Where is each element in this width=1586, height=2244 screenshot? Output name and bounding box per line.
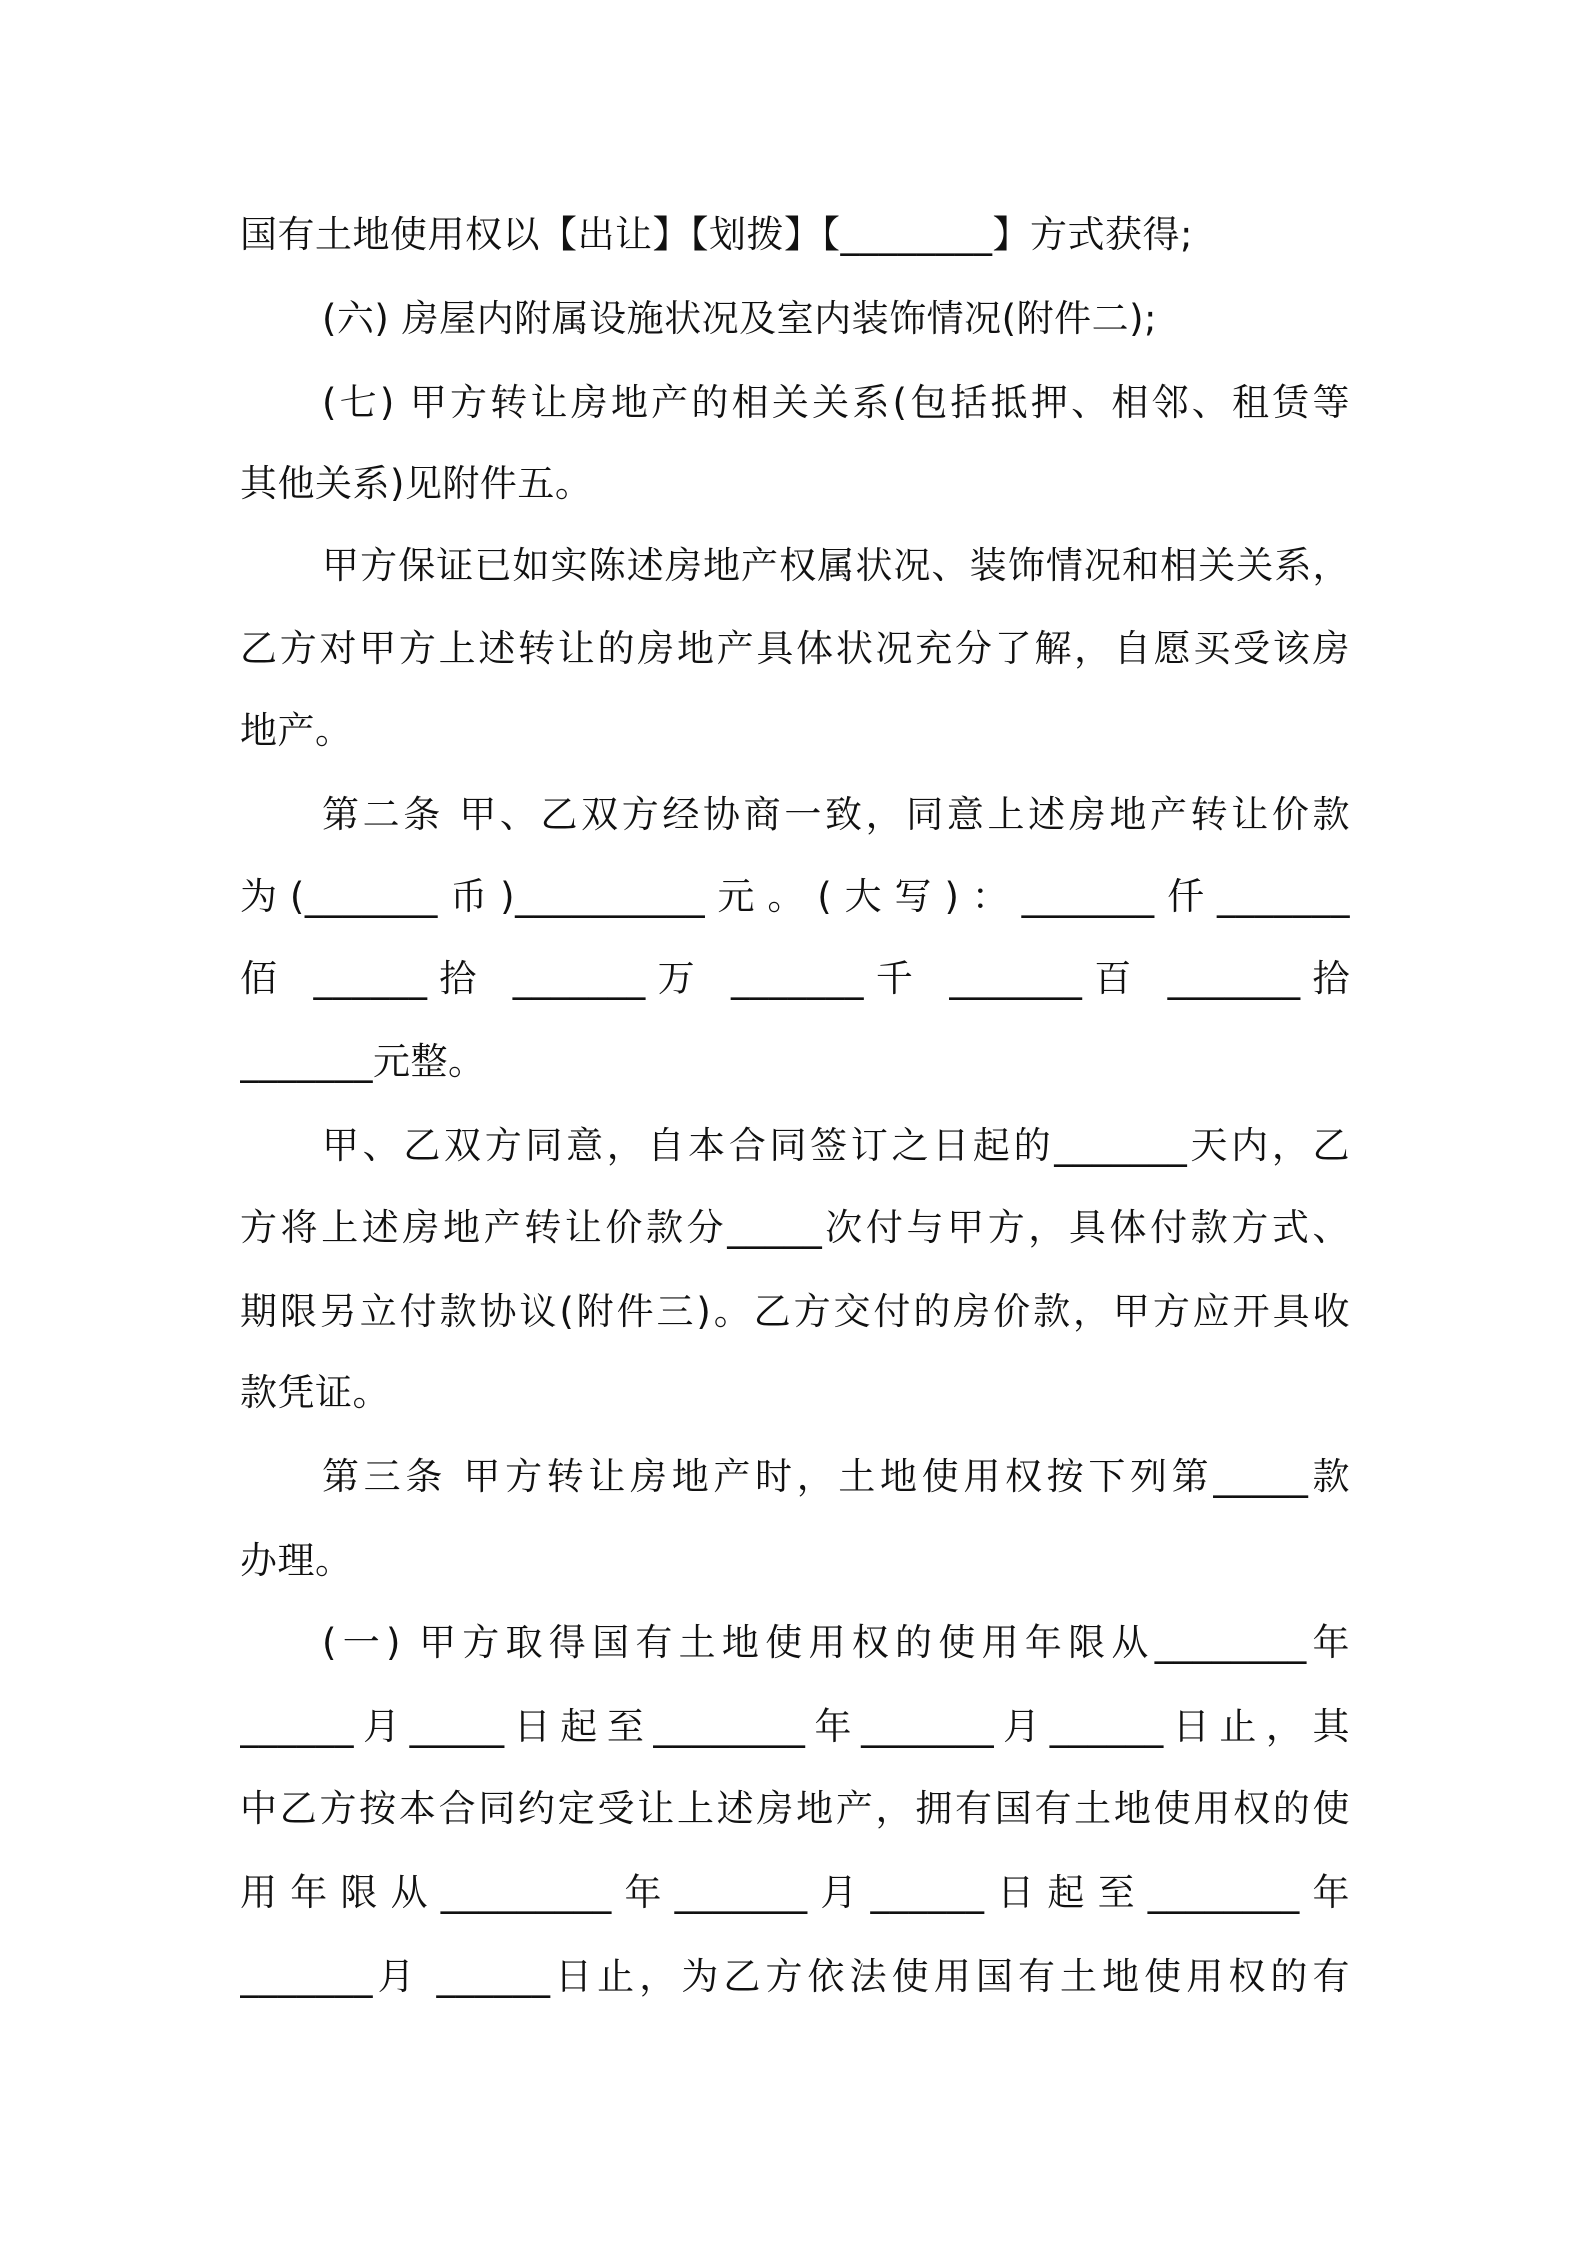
text-line-17: 办理。 [240,1539,353,1582]
text-line-16: 第三条 甲方转让房地产时，土地使用权按下列第_____款 [322,1455,1350,1498]
text-line-3: (七) 甲方转让房地产的相关关系(包括抵押、相邻、租赁等 [322,381,1350,424]
text-line-21: 用年限从_________年_______月______日起至________年 [240,1871,1350,1914]
text-line-15: 款凭证。 [240,1371,390,1414]
text-line-10: 佰 ______拾 _______万 _______千 _______百 _______拾 [240,957,1350,1000]
text-line-19: ______月_____日起至________年_______月______日止，其 [240,1705,1350,1748]
text-line-13: 方将上述房地产转让价款分_____次付与甲方，具体付款方式、 [240,1206,1350,1249]
text-line-20: 中乙方按本合同约定受让上述房地产，拥有国有土地使用权的使 [240,1787,1350,1830]
text-line-5: 甲方保证已如实陈述房地产权属状况、装饰情况和相关关系， [322,544,1350,587]
text-line-11: _______元整。 [240,1040,486,1083]
text-line-22: _______月 ______日止，为乙方依法使用国有土地使用权的有 [240,1955,1350,1998]
text-line-7: 地产。 [240,709,353,752]
text-line-4: 其他关系)见附件五。 [240,462,593,505]
text-line-1: 国有土地使用权以【出让】【划拨】【________】方式获得; [240,213,1193,256]
text-line-14: 期限另立付款协议(附件三)。乙方交付的房价款，甲方应开具收 [240,1290,1350,1333]
text-line-8: 第二条 甲、乙双方经协商一致，同意上述房地产转让价款 [322,793,1350,836]
text-line-12: 甲、乙双方同意，自本合同签订之日起的_______天内，乙 [322,1124,1350,1167]
text-line-6: 乙方对甲方上述转让的房地产具体状况充分了解，自愿买受该房 [240,627,1350,670]
text-line-2: (六) 房屋内附属设施状况及室内装饰情况(附件二); [322,297,1157,340]
text-line-18: (一) 甲方取得国有土地使用权的使用年限从________年 [322,1621,1350,1664]
text-line-9: 为(_______币)__________元。(大写)：_______仟_______ [240,875,1350,918]
